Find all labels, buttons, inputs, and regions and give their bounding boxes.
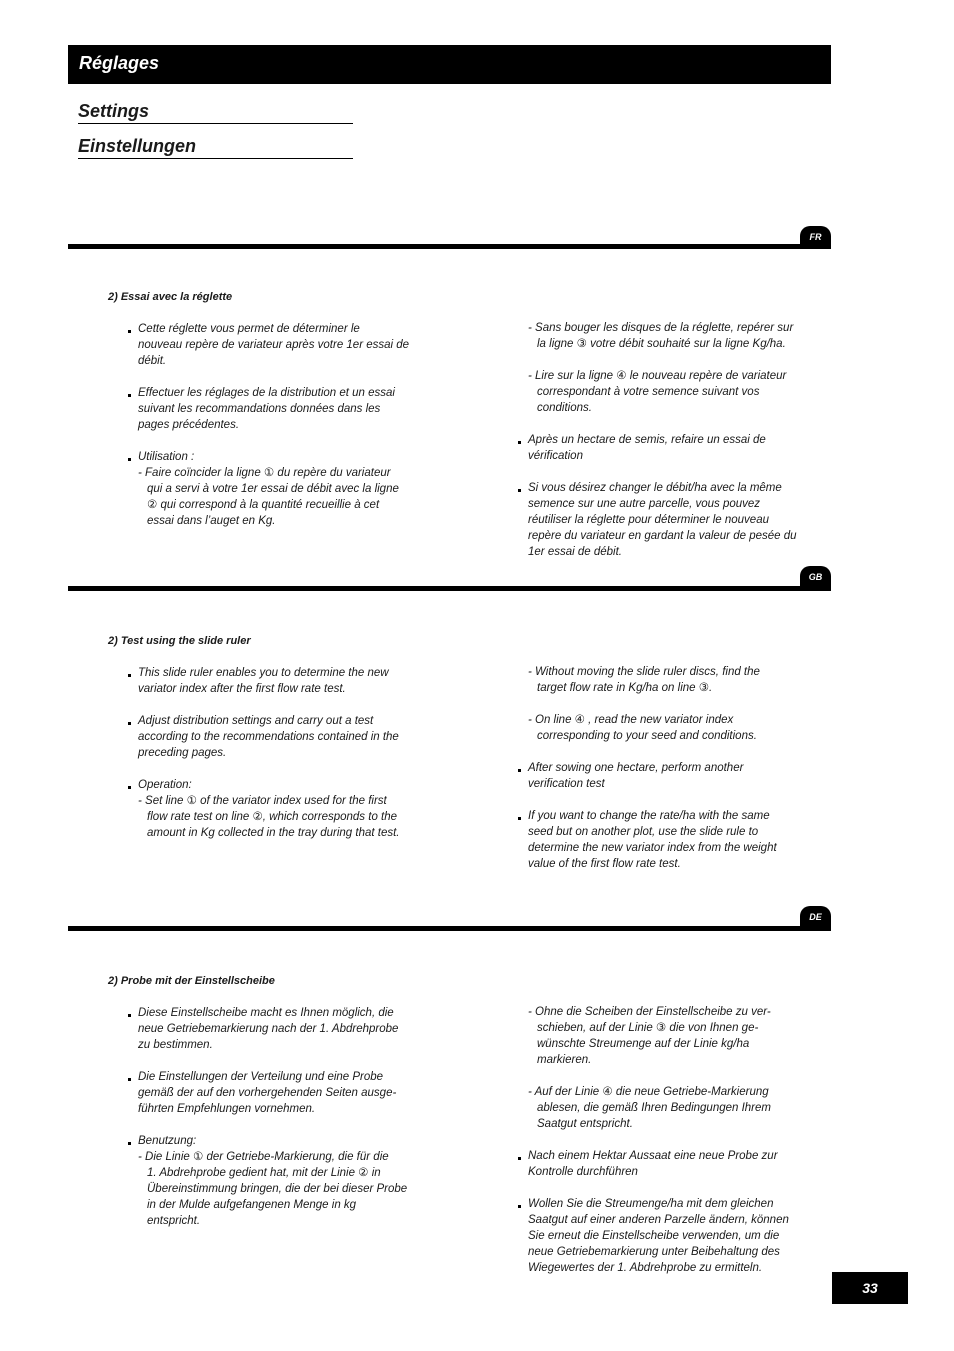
section-de-right: [518, 1004, 808, 1292]
section-fr-left: [128, 321, 418, 545]
section-title-fr: 2) Essai avec la réglette: [108, 291, 233, 303]
list-item: [518, 1196, 808, 1276]
item-subtext: - Set line ① of the variator index used for the first flow rate test on line ②, which corresponds to the amount in Kg collected in the tray during that test.: [138, 795, 400, 839]
list-item: [518, 368, 808, 416]
item-text: Effectuer les réglages de la distribution et un essai suivant les recommandations données dans les pages précédentes.: [138, 387, 395, 431]
page-title: Réglages: [79, 53, 160, 73]
item-text: Benutzung:: [138, 1135, 197, 1147]
lang-tab-de: DE: [800, 906, 831, 928]
list-item: [518, 808, 808, 872]
list-item: [128, 1069, 418, 1117]
lang-tab-gb: GB: [800, 566, 831, 588]
section-rule-gb: [68, 586, 831, 591]
item-text: Wollen Sie die Streumenge/ha mit dem gleichen Saatgut auf einer anderen Parzelle ändern, können Sie erneut die Einstellscheibe verwenden, um die neue Getriebemarkierung unter Beibehaltung des Wiegewertes der 1. Abdrehprobe zu ermitteln.: [528, 1198, 789, 1274]
item-text: Utilisation :: [138, 451, 195, 463]
item-text: Si vous désirez changer le débit/ha avec la même semence sur une autre parcelle, vous pouvez réutiliser la réglette pour déterminer le nouveau repère du variateur en gardant la valeur de pesée du 1er essai de débit.: [528, 482, 797, 558]
item-subtext: - Without moving the slide ruler discs, find the target flow rate in Kg/ha on line ③.: [528, 666, 760, 694]
item-text: Operation:: [138, 779, 192, 791]
item-subtext: - Auf der Linie ④ die neue Getriebe-Markierung ablesen, die gemäß Ihren Bedingungen Ihrem Saatgut entspricht.: [528, 1086, 771, 1130]
list-item: [518, 432, 808, 464]
list-item: [518, 320, 808, 352]
item-subtext: - On line ④ , read the new variator index corresponding to your seed and conditions.: [528, 714, 757, 742]
section-rule-fr: [68, 244, 831, 249]
list-item: [518, 760, 808, 792]
header-bar: [68, 45, 831, 84]
section-gb-right: [518, 664, 808, 888]
section-fr-right: [518, 320, 808, 576]
item-text: Nach einem Hektar Aussaat eine neue Probe zur Kontrolle durchführen: [528, 1150, 778, 1178]
section-de-left: [128, 1005, 418, 1245]
list-item: [128, 321, 418, 369]
item-text: Après un hectare de semis, refaire un essai de vérification: [528, 434, 766, 462]
list-item: [518, 1084, 808, 1132]
list-item: [128, 1133, 418, 1229]
list-item: [518, 1004, 808, 1068]
section-title-gb: 2) Test using the slide ruler: [108, 635, 251, 647]
section-rule-de: [68, 926, 831, 931]
item-subtext: - Die Linie ① der Getriebe-Markierung, die für die 1. Abdrehprobe gedient hat, mit der Linie ② in Übereinstimmung bringen, die der bei dieser Probe in der Mulde aufgefangenen Menge in kg entspricht.: [138, 1151, 408, 1227]
item-text: Die Einstellungen der Verteilung und eine Probe gemäß der auf den vorhergehenden Seiten ausge- führten Empfehlungen vornehmen.: [138, 1071, 397, 1115]
section-title-de: 2) Probe mit der Einstellscheibe: [108, 975, 275, 987]
section-gb-left: [128, 665, 418, 857]
list-item: [518, 664, 808, 696]
list-item: [518, 712, 808, 744]
item-text: If you want to change the rate/ha with the same seed but on another plot, use the slide rule to determine the new variator index from the weight value of the first flow rate test.: [528, 810, 777, 870]
list-item: [518, 1148, 808, 1180]
list-item: [128, 713, 418, 761]
item-text: Diese Einstellscheibe macht es Ihnen möglich, die neue Getriebemarkierung nach der 1. Abdrehprobe zu bestimmen.: [138, 1007, 399, 1051]
list-item: [128, 777, 418, 841]
item-text: Adjust distribution settings and carry out a test according to the recommendations contained in the preceding pages.: [138, 715, 399, 759]
item-text: After sowing one hectare, perform another verification test: [528, 762, 744, 790]
list-item: [128, 449, 418, 529]
item-text: Cette réglette vous permet de déterminer le nouveau repère de variateur après votre 1er essai de débit.: [138, 323, 410, 367]
list-item: [128, 665, 418, 697]
list-item: [128, 385, 418, 433]
lang-tab-fr: FR: [800, 226, 831, 248]
list-item: [518, 480, 808, 560]
item-subtext: - Faire coïncider la ligne ① du repère du variateur qui a servi à votre 1er essai de débit avec la ligne ② qui correspond à la quantité recueillie à cet essai dans l’auget en Kg.: [138, 467, 399, 527]
subtitle-einstellungen: Einstellungen: [78, 135, 353, 159]
item-subtext: - Ohne die Scheiben der Einstellscheibe zu ver- schieben, auf der Linie ③ die von Ihnen ge- wünschte Streumenge auf der Linie kg/ha markieren.: [528, 1006, 771, 1066]
item-subtext: - Lire sur la ligne ④ le nouveau repère de variateur correspondant à votre semence suivant vos conditions.: [528, 370, 787, 414]
subtitle-settings: Settings: [78, 100, 353, 124]
list-item: [128, 1005, 418, 1053]
page-number: 33: [832, 1272, 908, 1304]
item-text: This slide ruler enables you to determine the new variator index after the first flow rate test.: [138, 667, 389, 695]
item-subtext: - Sans bouger les disques de la réglette, repérer sur la ligne ③ votre débit souhaité sur la ligne Kg/ha.: [528, 322, 794, 350]
